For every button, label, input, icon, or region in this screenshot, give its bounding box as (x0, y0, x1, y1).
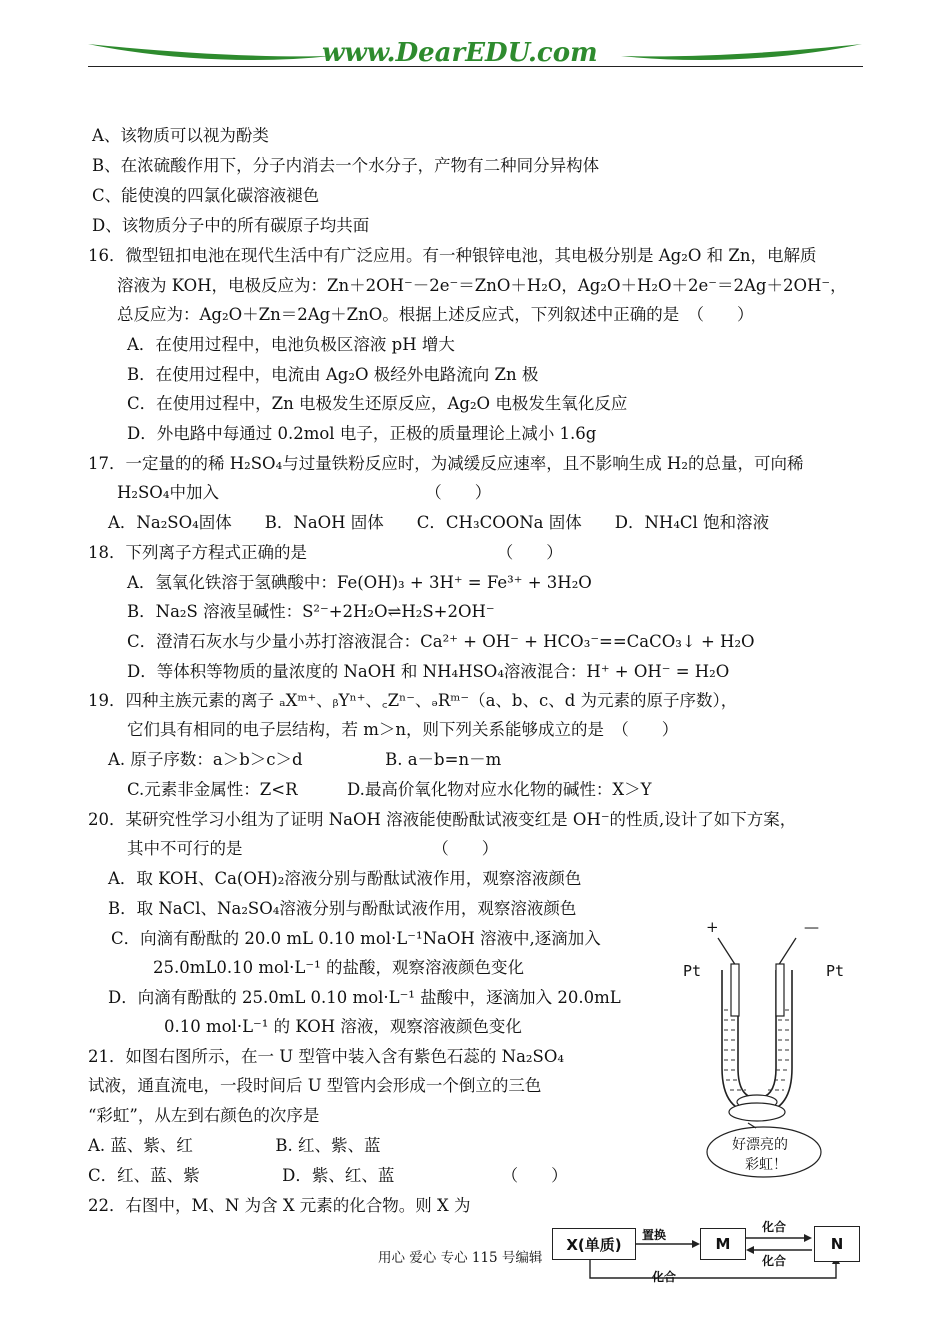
q16-option-b: B．在使用过程中，电流由 Ag₂O 极经外电路流向 Zn 极 (127, 365, 539, 384)
bubble-text-1: 好漂亮的 (732, 1137, 788, 1153)
flow-box-x: X(单质) (552, 1228, 636, 1260)
q16-stem-3: 总反应为：Ag₂O＋Zn＝2Ag＋ZnO。根据上述反应式，下列叙述中正确的是 （ ） (117, 305, 754, 324)
bubble-text-2: 彩虹！ (745, 1157, 787, 1173)
q16-option-a: A．在使用过程中，电池负极区溶液 pH 增大 (127, 335, 455, 354)
q21-options-ab: A. 蓝、紫、红 B. 红、紫、蓝 (88, 1136, 381, 1155)
q17-stem-2: H₂SO₄中加入 （ ） (117, 483, 492, 502)
q20-option-d-2: 0.10 mol·L⁻¹ 的 KOH 溶液，观察溶液颜色变化 (164, 1017, 522, 1036)
pt-left-label: Pt (683, 962, 702, 980)
q16-option-d: D．外电路中每通过 0.2mol 电子，正极的质量理论上减小 1.6g (127, 424, 597, 443)
q18-option-c: C．澄清石灰水与少量小苏打溶液混合：Ca²⁺ + OH⁻ + HCO₃⁻==CaCO₃↓ + H₂O (127, 632, 755, 651)
q21-options-cd: C．红、蓝、紫 D．紫、红、蓝 （ ） (88, 1166, 568, 1185)
flow-label-combine-nm: 化合 (762, 1254, 787, 1268)
q15-option-d: D、该物质分子中的所有碳原子均共面 (92, 216, 370, 235)
q19-stem-1: 19．四种主族元素的离子 ₐXᵐ⁺、ᵦYⁿ⁺、꜀Zⁿ⁻、ₔRᵐ⁻（a、b、c、d 为元素的原子序数）， (88, 691, 738, 710)
q16-stem-2: 溶液为 KOH，电极反应为：Zn＋2OH⁻－2e⁻＝ZnO＋H₂O，Ag₂O＋H₂O＋2e⁻＝2Ag＋2OH⁻， (117, 276, 847, 295)
q20-option-c-2: 25.0mL0.10 mol·L⁻¹ 的盐酸，观察溶液颜色变化 (153, 958, 524, 977)
q17-stem-1: 17．一定量的的稀 H₂SO₄与过量铁粉反应时，为减缓反应速率，且不影响生成 H₂的总量，可向稀 (88, 454, 804, 473)
q21-stem-3: “彩虹”，从左到右颜色的次序是 (88, 1106, 320, 1125)
page-footer: 用心 爱心 专心 115 号编辑 (378, 1250, 543, 1266)
q19-stem-2: 它们具有相同的电子层结构，若 m＞n，则下列关系能够成立的是 （ ） (127, 720, 679, 739)
anode-plus-label: + (706, 918, 719, 936)
q20-stem-1: 20．某研究性学习小组为了证明 NaOH 溶液能使酚酞试液变红是 OH⁻的性质,设计了如下方案， (88, 810, 797, 829)
q19-options-ab: A. 原子序数：a＞b＞c＞d B. a－b=n－m (108, 750, 502, 769)
q15-option-c: C、能使溴的四氯化碳溶液褪色 (92, 186, 320, 205)
q16-option-c: C．在使用过程中，Zn 电极发生还原反应，Ag₂O 电极发生氧化反应 (127, 394, 628, 413)
pt-right-label: Pt (826, 962, 845, 980)
header-rule (88, 66, 863, 67)
q22-stem: 22．右图中，M、N 为含 X 元素的化合物。则 X 为 (88, 1196, 471, 1215)
flow-label-displacement: 置换 (642, 1228, 667, 1242)
q20-stem-2: 其中不可行的是 （ ） (127, 839, 499, 858)
q19-options-cd: C.元素非金属性：Z<R D.最高价氧化物对应水化物的碱性：X＞Y (127, 780, 652, 799)
cathode-minus-label: — (804, 918, 819, 936)
q20-option-c-1: C．向滴有酚酞的 20.0 mL 0.10 mol·L⁻¹NaOH 溶液中,逐滴加入 (111, 929, 601, 948)
q20-option-b: B．取 NaCl、Na₂SO₄溶液分别与酚酞试液作用，观察溶液颜色 (108, 899, 577, 918)
flow-label-combine-xn: 化合 (652, 1270, 677, 1284)
q16-stem-1: 16．微型钮扣电池在现代生活中有广泛应用。有一种银锌电池，其电极分别是 Ag₂O 和 Zn，电解质 (88, 246, 817, 265)
q21-stem-1: 21．如图右图所示，在一 U 型管中装入含有紫色石蕊的 Na₂SO₄ (88, 1047, 564, 1066)
q15-option-b: B、在浓硫酸作用下，分子内消去一个水分子，产物有二种同分异构体 (92, 156, 600, 175)
q18-option-a: A．氢氧化铁溶于氢碘酸中：Fe(OH)₃ + 3H⁺ = Fe³⁺ + 3H₂O (127, 573, 592, 592)
q21-stem-2: 试液，通直流电，一段时间后 U 型管内会形成一个倒立的三色 (88, 1076, 542, 1095)
q15-option-a: A、该物质可以视为酚类 (92, 126, 269, 145)
q18-stem: 18．下列离子方程式正确的是 （ ） (88, 543, 563, 562)
q18-option-b: B．Na₂S 溶液呈碱性：S²⁻+2H₂O⇌H₂S+2OH⁻ (127, 602, 495, 621)
q17-options: A．Na₂SO₄固体 B．NaOH 固体 C．CH₃COONa 固体 D．NH₄Cl 饱和溶液 (108, 513, 770, 532)
flow-box-m: M (700, 1228, 746, 1260)
q20-option-d-1: D．向滴有酚酞的 25.0mL 0.10 mol·L⁻¹ 盐酸中，逐滴加入 20.0mL (108, 988, 621, 1007)
site-logo-text: www.DearEDU.com (322, 38, 598, 68)
flow-box-n: N (814, 1226, 860, 1262)
q20-option-a: A．取 KOH、Ca(OH)₂溶液分别与酚酞试液作用，观察溶液颜色 (108, 869, 582, 888)
q18-option-d: D．等体积等物质的量浓度的 NaOH 和 NH₄HSO₄溶液混合：H⁺ + OH⁻ = H₂O (127, 662, 730, 681)
flow-label-combine-mn: 化合 (762, 1220, 787, 1234)
